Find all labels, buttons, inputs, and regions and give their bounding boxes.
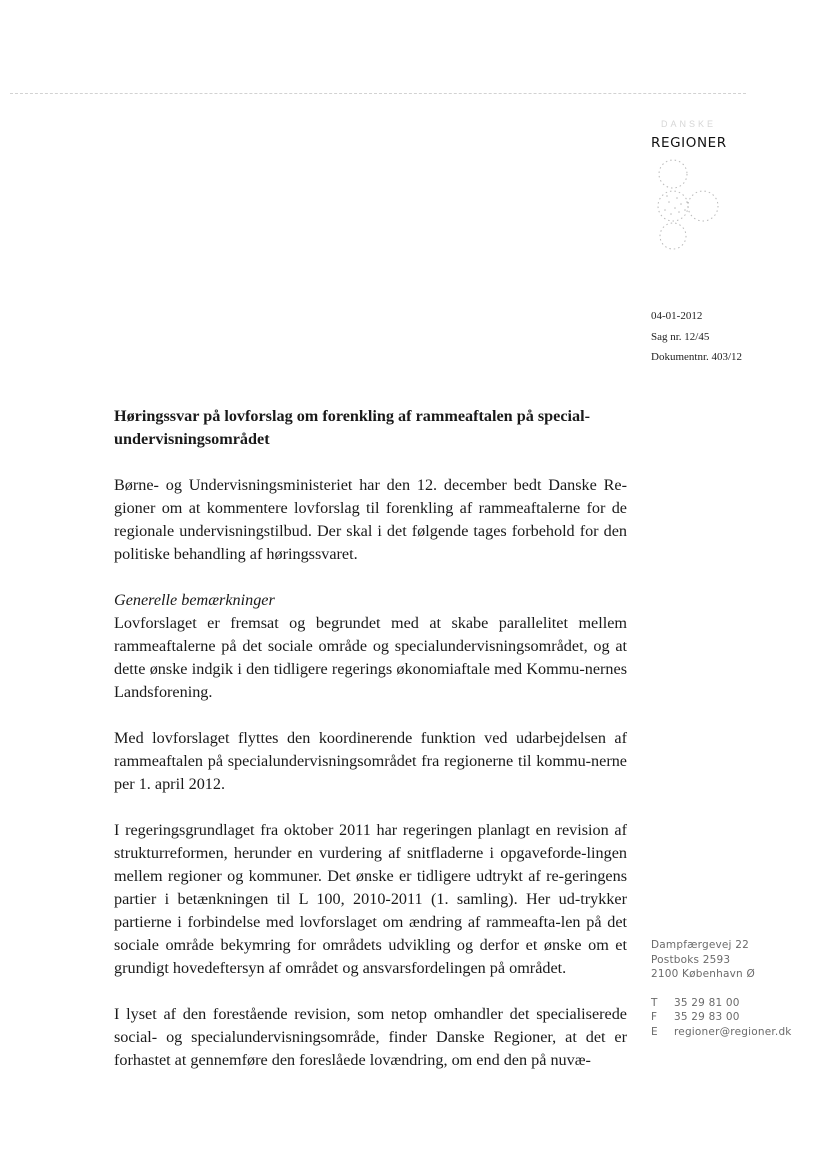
fax-value: 35 29 83 00 — [674, 1011, 740, 1023]
case-number: Sag nr. 12/45 — [651, 330, 710, 343]
document-title-line-1: Høringssvar på lovforslag om forenkling af rammeaftalen på special- — [114, 407, 591, 425]
document-meta — [651, 306, 742, 368]
letter-body — [114, 405, 627, 1095]
letterhead-logo — [651, 118, 761, 253]
contact-fax — [651, 1010, 792, 1025]
fax-label: F — [651, 1011, 658, 1023]
document-date: 04-01-2012 — [651, 310, 703, 322]
section-heading-general-remarks: Generelle bemærkninger — [114, 591, 275, 609]
email-label: E — [651, 1025, 658, 1038]
document-number: Dokumentnr. 403/12 — [651, 351, 743, 363]
address-pobox: Postboks 2593 — [651, 953, 731, 966]
paragraph-government-basis: I regeringsgrundlaget fra oktober 2011 har regeringen planlagt en revision af strukturreformen, herunder en vurdering af snitfladerne i opgaveforde-lingen mellem regioner og kommuner. Det ønske er tidligere udtrykt af re-geringens partier i betænkningen til L 100, 2010-2011 (1. samling). Her ud-trykker partierne i forbindelse med lovforslaget om ændring af rammeafta-len på det sociale område bekymring for områdets udvikling og derfor et ønske om et grundigt hovedeftersyn af området og ansvarsfordelingen på området. — [114, 821, 627, 977]
contact-phone — [651, 996, 792, 1011]
scan-artifact-line — [10, 93, 746, 94]
contact-spacer — [651, 982, 792, 996]
dotted-circles-logo-icon — [651, 158, 731, 253]
email-value: regioner@regioner.dk — [674, 1025, 792, 1038]
paragraph-general-remarks: Lovforslaget er fremsat og begrundet med at skabe parallelitet mellem rammeaftalerne på det sociale område og specialundervisningsområdet, og at dette ønske indgik i den tidligere regerings økonomiaftale med Kommu-nernes Landsforening. — [114, 614, 627, 701]
address-street: Dampfærgevej 22 — [651, 939, 749, 951]
paragraph-revision-position: I lyset af den forestående revision, som netop omhandler det specialiserede social- og specialundervisningsområde, finder Danske Regioner, at det er forhastet at gennemføre den foreslåede lovændring, om end den på nuvæ- — [114, 1005, 627, 1069]
logo-faint-text: DANSKE — [661, 119, 717, 129]
paragraph-coordinating-function: Med lovforslaget flyttes den koordinerende funktion ved udarbejdelsen af rammeaftalen på specialundervisningsområdet fra regionerne til kommu-nerne per 1. april 2012. — [114, 729, 627, 793]
logo-org-name: REGIONER — [651, 135, 727, 151]
document-title-line-2: undervisningsområdet — [114, 430, 270, 448]
phone-value: 35 29 81 00 — [674, 996, 740, 1009]
paragraph-intro: Børne- og Undervisningsministeriet har den 12. december bedt Danske Re-gioner om at kommentere lovforslag til forenkling af rammeaftalerne for de regionale undervisningstilbud. Der skal i det følgende tages forbehold for den politiske behandling af høringssvaret. — [114, 476, 627, 563]
document-title — [114, 405, 627, 451]
contact-email — [651, 1025, 792, 1040]
address-city: 2100 København Ø — [651, 968, 755, 980]
phone-label: T — [651, 996, 658, 1009]
contact-info — [651, 938, 792, 1039]
